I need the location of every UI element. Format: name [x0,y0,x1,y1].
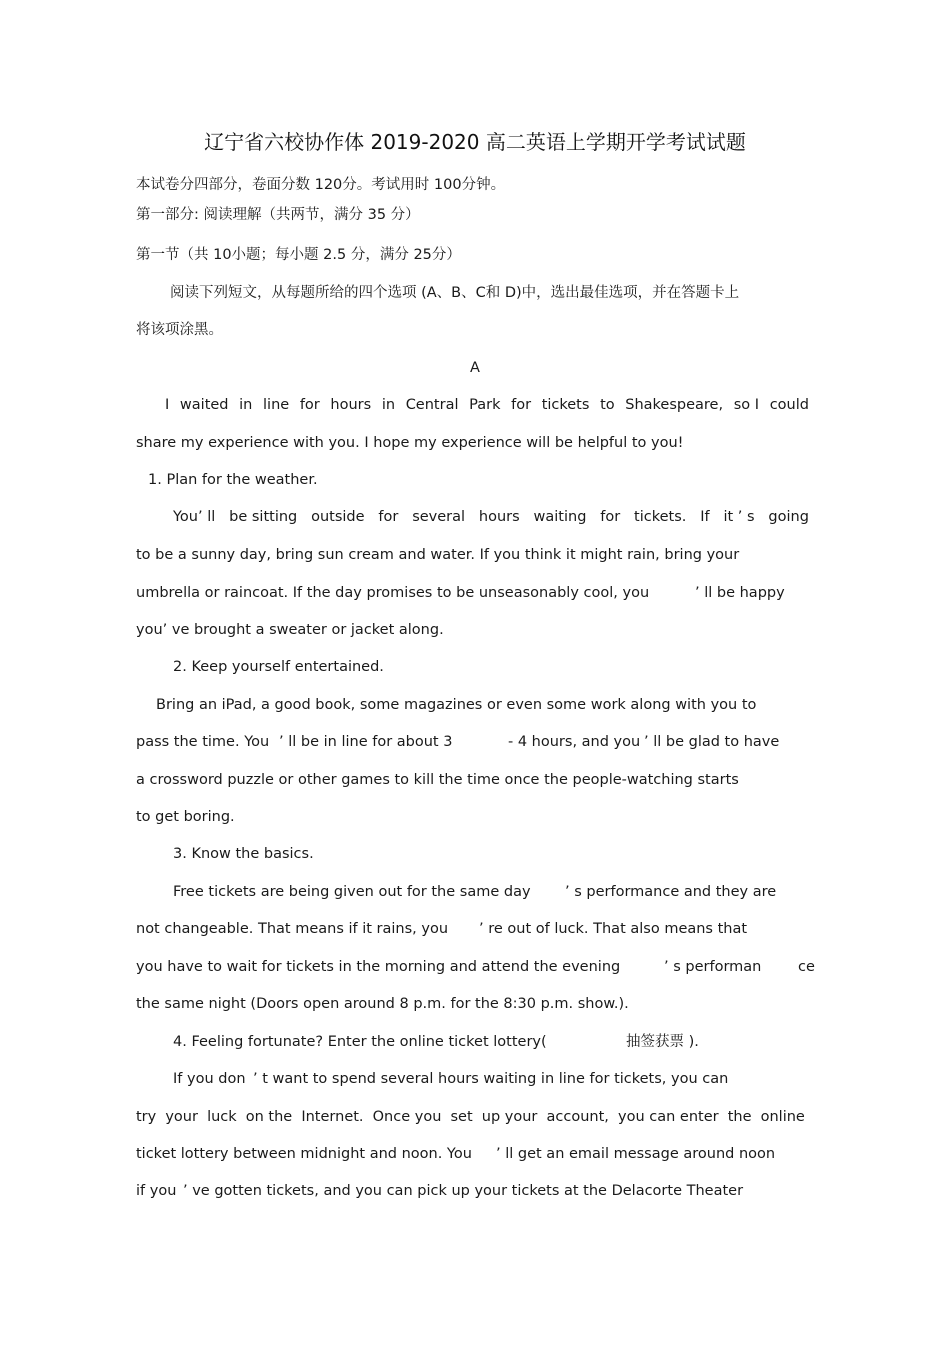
word: so I [733,397,760,413]
word: waiting [533,509,587,525]
word: you can enter [618,1109,719,1125]
word: could [769,397,809,413]
passage-line-s2-2c: - 4 hours, and you [508,734,641,750]
word: up your [481,1109,538,1125]
subheading-2: 2. Keep yourself entertained. [173,659,384,675]
section-letter: A [470,360,480,376]
subheading-4a: 4. Feeling fortunate? Enter the online ticket lottery( [173,1034,547,1050]
passage-line-s3-2b: ’ re out of luck. That also means that [479,921,748,937]
intro-line-5: 将该项涂黑。 [136,322,223,338]
passage-line-s3-3a: you have to wait for tickets in the morning and attend the evening [136,959,621,975]
word: on the [245,1109,293,1125]
word: Once you [372,1109,442,1125]
word: for [511,397,532,413]
word: Internet. [301,1109,364,1125]
word: the [727,1109,752,1125]
word: You’ ll [173,509,216,525]
word: to [600,397,615,413]
passage-line-s1-1 [173,507,809,527]
word: luck [207,1109,237,1125]
passage-line-s4-4a: if you [136,1183,177,1199]
passage-line-s4-1b: ’ t want to spend several hours waiting in line for tickets, you can [253,1071,729,1087]
passage-line-s2-1: Bring an iPad, a good book, some magazines or even some work along with you to [156,697,757,713]
passage-line-s2-2d: ’ ll be glad to have [644,734,780,750]
word: for [378,509,399,525]
passage-line-s4-1a: If you don [173,1071,246,1087]
passage-line-s1-2: to be a sunny day, bring sun cream and water. If you think it might rain, bring your [136,547,740,563]
word: If [700,509,710,525]
word: for [600,509,621,525]
intro-line-3: 第一节（共 10小题；每小题 2.5 分，满分 25分） [136,247,461,263]
word: try [136,1109,157,1125]
word: it ’ s [723,509,755,525]
word: line [263,397,290,413]
word: tickets. [634,509,687,525]
word: account, [546,1109,609,1125]
word: your [165,1109,198,1125]
subheading-1: 1. Plan for the weather. [148,472,318,488]
word: Shakespeare, [625,397,724,413]
word: Central [405,397,459,413]
subheading-4b: 抽签获票 ). [626,1034,699,1050]
word: for [299,397,320,413]
word: Park [469,397,501,413]
word: be sitting [229,509,298,525]
passage-line-s3-1b: ’ s performance and they are [565,884,777,900]
passage-line-s3-1a: Free tickets are being given out for the same day [173,884,531,900]
word: in [239,397,253,413]
word: going [768,509,809,525]
passage-line-s3-3b: ’ s performan [664,959,762,975]
passage-line-s4-3b: ’ ll get an email message around noon [496,1146,776,1162]
passage-line-s3-4: the same night (Doors open around 8 p.m. for the 8:30 p.m. show.). [136,996,629,1012]
passage-line-s4-2 [136,1107,805,1127]
word: tickets [541,397,590,413]
passage-line-s4-3a: ticket lottery between midnight and noon. You [136,1146,472,1162]
word: waited [179,397,229,413]
passage-line-p1-1 [165,395,809,415]
document-title: 辽宁省六校协作体 2019-2020 高二英语上学期开学考试试题 [204,130,746,154]
word: I [165,397,170,413]
passage-line-s2-2a: pass the time. You [136,734,270,750]
word: several [412,509,466,525]
passage-line-s2-4: to get boring. [136,809,235,825]
word: hours [330,397,372,413]
passage-line-s1-3a: umbrella or raincoat. If the day promises to be unseasonably cool, you [136,585,650,601]
intro-line-4: 阅读下列短文，从每题所给的四个选项 (A、B、C和 D)中，选出最佳选项，并在答题卡上 [170,285,740,301]
word: online [760,1109,805,1125]
word: outside [311,509,365,525]
intro-line-2: 第一部分: 阅读理解（共两节，满分 35 分） [136,207,420,223]
passage-line-s4-4b: ’ ve gotten tickets, and you can pick up your tickets at the Delacorte Theater [183,1183,744,1199]
passage-line-p1-2: share my experience with you. I hope my experience will be helpful to you! [136,435,684,451]
subheading-3: 3. Know the basics. [173,846,314,862]
passage-line-s1-4: you’ ve brought a sweater or jacket along. [136,622,444,638]
passage-line-s3-2a: not changeable. That means if it rains, you [136,921,449,937]
passage-line-s3-3c: ce [798,959,815,975]
word: in [381,397,396,413]
word: hours [478,509,520,525]
intro-line-1: 本试卷分四部分，卷面分数 120分。考试用时 100分钟。 [136,177,506,193]
passage-line-s1-3b: ’ ll be happy [695,585,785,601]
passage-line-s2-2b: ’ ll be in line for about 3 [279,734,453,750]
word: set [450,1109,473,1125]
passage-line-s2-3: a crossword puzzle or other games to kill the time once the people-watching starts [136,772,739,788]
